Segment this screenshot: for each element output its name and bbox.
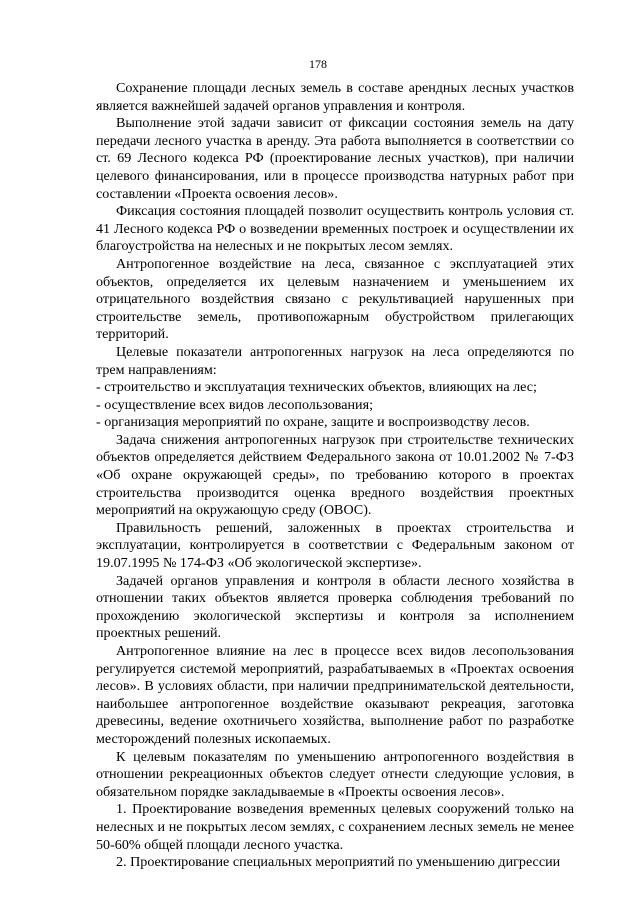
- paragraph: К целевым показателям по уменьшению антропогенного воздействия в отношении рекреационных объектов следует отнести следующие условия, в обязательном порядке закладываемые в «Проекты освоения лесов».: [96, 748, 574, 800]
- paragraph: Антропогенное влияние на лес в процессе всех видов лесопользования регулируется системой мероприятий, разрабатываемых в «Проектах освоения лесов». В условиях области, при наличии предпринимательской деятельности, наибольшее антропогенное воздействие оказывают рекреация, заготовка древесины, ведение охотничьего хозяйства, выполнение работ по разработке месторождений полезных ископаемых.: [96, 643, 574, 747]
- paragraph: 1. Проектирование возведения временных целевых сооружений только на нелесных и не покрытых лесом землях, с сохранением лесных земель не менее 50-60% общей площади лесного участка.: [96, 801, 574, 853]
- paragraph: Антропогенное воздействие на леса, связанное с эксплуатацией этих объектов, определяется их целевым назначением и уменьшением их отрицательного воздействия связано с рекультивацией нарушенных при строительстве земель, противопожарным обустройством прилегающих территорий.: [96, 255, 574, 343]
- page-number: 178: [309, 57, 327, 71]
- paragraph: Правильность решений, заложенных в проектах строительства и эксплуатации, контролируется в соответствии с Федеральным законом от 19.07.1995 № 174-ФЗ «Об экологической экспертизе».: [96, 519, 574, 572]
- document-body: [96, 80, 574, 872]
- paragraph: Выполнение этой задачи зависит от фиксации состояния земель на дату передачи лесного участка в аренду. Эта работа выполняется в соответствии со ст. 69 Лесного кодекса РФ (проектирование лесных участков), при наличии целевого финансирования, или в процессе производства натурных работ при составлении «Проекта освоения лесов».: [96, 115, 574, 202]
- paragraph: Целевые показатели антропогенных нагрузок на леса определяются по трем направлениям:: [96, 343, 574, 378]
- paragraph: Фиксация состояния площадей позволит осуществить контроль условия ст. 41 Лесного кодекса РФ о возведении временных построек и осуществлении их благоустройства на нелесных и не покрытых лесом землях.: [96, 203, 574, 255]
- list-item: - осуществление всех видов лесопользования;: [96, 396, 374, 413]
- list-item: - строительство и эксплуатация технических объектов, влияющих на лес;: [96, 379, 537, 396]
- paragraph: Сохранение площади лесных земель в составе арендных лесных участков является важнейшей задачей органов управления и контроля.: [96, 80, 574, 114]
- list-item: - организация мероприятий по охране, защите и воспроизводству лесов.: [96, 414, 530, 431]
- paragraph: Задачей органов управления и контроля в области лесного хозяйства в отношении таких объектов является проверка соблюдения требований по прохождению экологической экспертизы и контроля за исполнением проектных решений.: [96, 572, 574, 642]
- paragraph: Задача снижения антропогенных нагрузок при строительстве технических объектов определяется действием Федерального закона от 10.01.2002 № 7-ФЗ «Об охране окружающей среды», по требованию которого в проектах строительства производится оценка вредного воздействия проектных мероприятий на окружающую среду (ОВОС).: [96, 431, 574, 519]
- paragraph: 2. Проектирование специальных мероприятий по уменьшению дигрессии: [116, 854, 561, 871]
